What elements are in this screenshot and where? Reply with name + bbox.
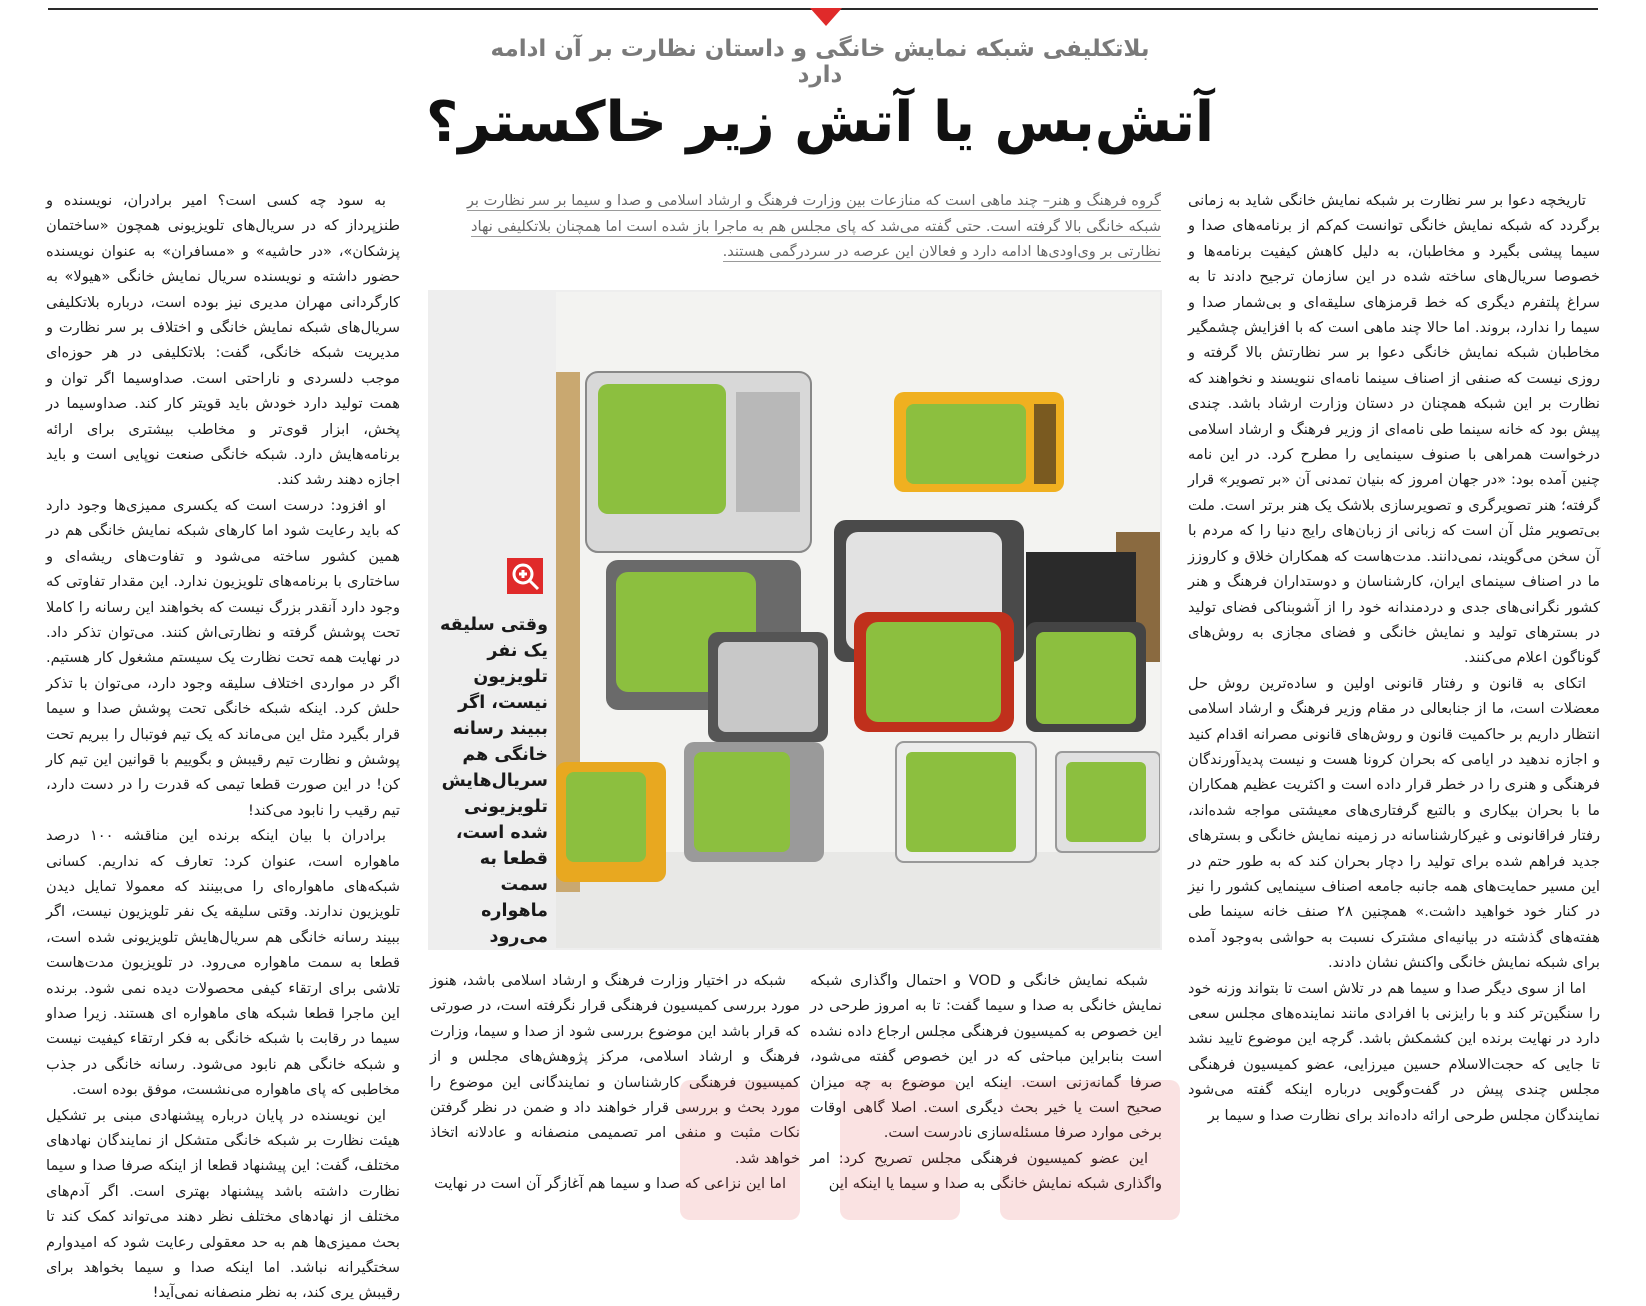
- paragraph: شبکه نمایش خانگی و VOD و احتمال واگذاری شبکه نمایش خانگی به صدا و سیما گفت: تا به امروز طرحی در این خصوص به کمیسیون فرهنگی مجلس ارجاع داده نشده است بنابراین مباحثی که در این خصوص گفته می‌شود، صرفا گمانه‌زنی است. اینکه این موضوع به چه میزان صحیح است یا خیر بحث دیگری است. اصلا گاهی اوقات برخی موارد صرفا مسئله‌سازی نادرست است.: [810, 972, 1162, 1142]
- paragraph: اتکای به قانون و رفتار قانونی اولین و ساده‌ترین روش حل معضلات است، ما از جنابعالی در مقام وزیر فرهنگ و ارشاد اسلامی انتظار داریم بر حاکمیت قانون و روش‌های قانونی مصرانه اقدام کنید و اجازه ندهید در ایامی که بحران کرونا هست و نیست پدیدآورندگان فرهنگی و هنری را در خطر قرار داده است و اکثریت عظیم همکاران ما با بحران بیکاری و بالتبع گرفتاری‌های معیشتی مواجه شده‌اند، رفتار فراقانونی و غیرکارشناسانه در زمینه نمایش خانگی و بسترهای جدید فراهم شده برای تولید را دچار بحران کند که به طور حتم در این مسیر حمایت‌های همه جانبه جامعه اصناف سینمایی کشور را نیز در کنار خود خواهید داشت.» همچنین ۲۸ صنف خانه سینما طی هفته‌های گذشته در بیانیه‌ای مشترک نسبت به حواشی به‌وجود آمده برای شبکه نمایش خانگی واکنش نشان دادند.: [1188, 674, 1600, 972]
- paragraph: تاریخچه دعوا بر سر نظارت بر شبکه نمایش خانگی شاید به زمانی برگردد که شبکه نمایش خانگی توانست کم‌کم از برنامه‌های صدا و سیما پیشی بگیرد و مخاطبان، به دلیل کاهش کیفیت برنامه‌ها و خصوصا سریال‌های ساخته شده در این سازمان ترجیح دادند تا به سراغ پلتفرم دیگری که خط قرمزهای سلیقه‌ای و بی‌شمار صدا و سیما را ندارد، بروند. اما حالا چند ماهی است که با افزایش چشمگیر مخاطبان شبکه نمایش خانگی دعوا بر سر نظارتش بالا گرفته و روزی نیست که صنفی از اصناف سینما نامه‌ای ننویسند و نخواهند که نظارت بر این شبکه همچنان در دستان وزارت ارشاد باشد. چندی پیش بود که خانه سینما طی نامه‌ای از وزیر فرهنگ و ارشاد اسلامی درخواست همراهی با صنوف سینمایی را مطرح کرد. در این نامه چنین آمده بود: «در جهان امروز که بنیان تمدنی آن «بر تصویر» قرار گرفته؛ هنر تصویرگری و تصویرسازی بلاشک یک هنر برتر است. ملت بی‌تصویر مثل آن است که زبانی از زبان‌های رایج دنیا را که مردم با آن سخن می‌گویند، نمی‌دانند. مدت‌هاست که همکاران خلاق و کاروزز ما در اصناف سینمای ایران، کارشناسان و دوستداران فرهنگ و هنر کشور نگرانی‌های جدی و دردمندانه خود را از آشوبناکی فضای تولید در بسترهای تولید و نمایش خانگی و فضای مجازی به روش‌های گوناگون اعلام می‌کنند.: [1188, 192, 1600, 667]
- paragraph: به سود چه کسی است؟ امیر برادران، نویسنده و طنزپرداز که در سریال‌های تلویزیونی همچون «ساختمان پزشکان»، «در حاشیه» و «مسافران» به عنوان نویسنده حضور داشته و نویسنده سریال نمایش خانگی «هیولا» به کارگردانی مهران مدیری نیز بوده است، درباره بلاتکلیفی سریال‌های شبکه نمایش خانگی و اختلاف بر سر نظارت و مدیریت شبکه خانگی، گفت: بلاتکلیفی در هر حوزه‌ای موجب دلسردی و ناراحتی است. صداوسیما اگر توان و همت تولید دارد خودش باید قویتر کار کند. صداوسیما در پخش، ابزار قوی‌تر و مخاطب بیشتری برای ارائه برنامه‌هایش دارد. شبکه خانگی صنعت نوپایی است و باید اجازه دهند رشد کند.: [46, 192, 400, 489]
- paragraph: اما این نزاعی که صدا و سیما هم آغازگر آن است در نهایت: [434, 1175, 786, 1193]
- triangle-marker-icon: [810, 8, 842, 26]
- paragraph: برادران با بیان اینکه برنده این مناقشه ۱۰۰ درصد ماهواره است، عنوان کرد: تعارف که نداریم. کسانی شبکه‌های ماهواره‌ای را می‌بینند که معمولا تمایل دیدن تلویزیون ندارند. وقتی سلیقه یک نفر تلویزیون نیست، اگر ببیند رسانه خانگی هم سریال‌هایش تلویزیونی شده است، قطعا به سمت ماهواره می‌رود. در تلویزیون مدت‌هاست تلاشی برای ارتقاء کیفی محصولات دیده نمی شود. برنده این ماجرا قطعا شبکه های ماهواره ای هستند. زیرا صداو سیما در رقابت با شبکه خانگی به فکر ارتقاء کیفیت نیست و شبکه خانگی هم نابود می‌شود. رسانه خانگی در جذب مخاطبی که پای ماهواره می‌نشست، موفق بوده است.: [46, 827, 400, 1099]
- paragraph: او افزود: درست است که یکسری ممیزی‌ها وجود دارد که باید رعایت شود اما کارهای شبکه نمایش خانگی هم در همین کشور ساخته می‌شود و تفاوت‌های ریشه‌ای و ساختاری با برنامه‌های تلویزیون ندارد. این مقدار تفاوتی که وجود دارد آنقدر بزرگ نیست که بخواهند این رسانه را کاملا تحت پوشش گرفته و نظارتی‌اش کنند. می‌توان تذکر داد. در نهایت همه تحت نظارت یک سیستم مشغول کار هستیم. اگر در مواردی اختلاف سلیقه وجود دارد، می‌توان با تذکر حلش کرد. اینکه شبکه خانگی تحت پوشش صدا و سیما قرار بگیرد مثل این می‌ماند که یک تیم فوتبال را ببریم تحت پوشش و نظارت تیم رقیبش و بگوییم با قوانین این تیم کار کن! در این صورت قطعا تیمی که قدرت را در دست دارد، تیم رقیب را نابود می‌کند!: [46, 496, 400, 819]
- pull-quote: وقتی سلیقه یک نفر تلویزیون نیست، اگر ببیند رسانه خانگی هم سریال‌هایش تلویزیونی شده است، قطعا به سمت ماهواره می‌رود: [440, 615, 548, 947]
- tv-stack-photo: [556, 292, 1160, 948]
- tv-stack-illustration: [556, 292, 1160, 948]
- column-right: [1188, 188, 1600, 1128]
- lead-paragraph: [443, 188, 1161, 265]
- column-mid-left: [430, 968, 800, 1197]
- column-left: [46, 188, 400, 1306]
- column-mid-right: [810, 968, 1162, 1197]
- zoom-plus-icon: [505, 556, 545, 596]
- lead-text: گروه فرهنگ و هنر– چند ماهی است که منازعات بین وزارت فرهنگ و ارشاد اسلامی و صدا و سیما بر سر نظارت بر شبکه خانگی بالا گرفته است. حتی گفته می‌شد که پای مجلس هم به ماجرا باز شده است اما همچنان بلاتکلیفی نهاد نظارتی بر وی‌اودی‌ها ادامه دارد و فعالان این عرصه در سردرگمی هستند.: [466, 192, 1161, 260]
- headline: آتش‌بس یا آتش زیر خاکستر؟: [425, 90, 1215, 155]
- paragraph: این نویسنده در پایان درباره پیشنهادی مبنی بر تشکیل هیئت نظارت بر شبکه خانگی متشکل از نمایندگان نهادهای مختلف، گفت: این پیشنهاد قطعا از اینکه صرفا صدا و سیما نظارت داشته باشد پیشنهاد بهتری است. اگر آدم‌های مختلف از نهادهای مختلف نظر دهند می‌تواند کمک کند تا بحث ممیزی‌ها هم به حد معقولی رعایت شود که امیدوارم سختگیرانه نباشد. اما اینکه صدا و سیما بخواهد برای رقیبش یری کند، به نظر منصفانه نمی‌آید!: [46, 1106, 400, 1302]
- paragraph: اما از سوی دیگر صدا و سیما هم در تلاش است تا بتواند وزنه خود را سنگین‌تر کند و با رایزنی با افرادی مانند نماینده‌های مجلس سعی دارد در نهایت برنده این کشمکش باشد. گرچه این موضوع تایید نشد تا جایی که حجت‌الاسلام حسین میرزایی، عضو کمیسیون فرهنگی مجلس چندی پیش در گفت‌وگویی درباره اینکه گفته می‌شود نمایندگان مجلس طرحی ارائه داده‌اند برای نظارت صدا و سیما بر: [1188, 979, 1600, 1124]
- paragraph: این عضو کمیسیون فرهنگی مجلس تصریح کرد: امر واگذاری شبکه نمایش خانگی به صدا و سیما یا اینکه این: [810, 1149, 1162, 1193]
- kicker: بلاتکلیفی شبکه نمایش خانگی و داستان نظارت بر آن ادامه دارد: [490, 36, 1150, 88]
- paragraph: شبکه در اختیار وزارت فرهنگ و ارشاد اسلامی باشد، هنوز مورد بررسی کمیسیون فرهنگی قرار نگرفته است، در صورتی که قرار باشد این موضوع بررسی شود از صدا و سیما، وزارت فرهنگ و ارشاد اسلامی، مرکز پژوهش‌های مجلس و از کمیسیون فرهنگی کارشناسان و نمایندگانی این موضوع را مورد بحث و بررسی قرار خواهند داد و ضمن در نظر گرفتن نکات مثبت و منفی امر تصمیمی منصفانه و عادلانه اتخاذ خواهد شد.: [430, 972, 800, 1167]
